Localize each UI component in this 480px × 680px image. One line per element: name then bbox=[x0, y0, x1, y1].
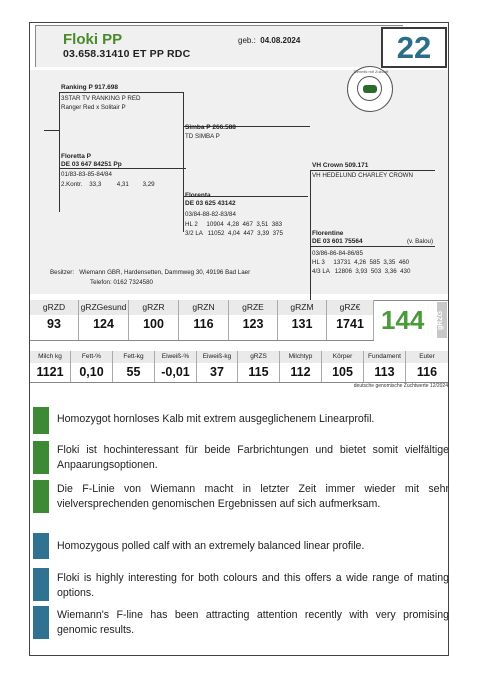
breeding-values-note: deutsche genomische Zuchtwerte 12/2024 bbox=[353, 383, 448, 389]
sire-dam-kontr: 2.Kontr. 33,3 4,31 3,29 bbox=[61, 181, 155, 188]
owner-phone: Telefon: 0162 7324580 bbox=[90, 279, 153, 286]
catalog-number: 22 bbox=[381, 27, 447, 68]
dam-dam-lact: 03/86-86-84-86/85 bbox=[312, 250, 363, 257]
sire-dam-reg: DE 03 647 84251 Pp bbox=[61, 161, 122, 168]
production-cell: Fundament 113 bbox=[364, 351, 406, 383]
production-cell: Körper 105 bbox=[322, 351, 364, 383]
genomic-cell: gRZR 100 bbox=[129, 300, 179, 340]
bull-name: Floki PP bbox=[63, 31, 123, 48]
genomic-cell: gRZD 93 bbox=[30, 300, 79, 340]
owner: Besitzer: Wiemann GBR, Hardensetten, Dammweg 30, 49196 Bad Laer bbox=[50, 269, 251, 276]
dam-row2: 3/2 LA 11052 4,04 447 3,39 375 bbox=[185, 230, 283, 237]
dam-dam-name: Florentine bbox=[312, 230, 344, 237]
dam-lact: 03/84-88-82-83/84 bbox=[185, 211, 236, 218]
breeder-seal-icon: Genetik mit Zukunft bbox=[347, 66, 393, 112]
production-cell: Fett-kg 55 bbox=[113, 351, 155, 383]
green-marker bbox=[33, 407, 49, 434]
sire-name: Simba P 266.588 bbox=[185, 124, 236, 131]
dam-dam-row1: HL 3 13731 4,26 585 3,35 460 bbox=[312, 259, 410, 266]
registration-number: 03.658.31410 ET PP RDC bbox=[63, 48, 191, 60]
production-table bbox=[30, 351, 448, 383]
dam-name: Florenta bbox=[185, 192, 211, 199]
blue-marker bbox=[33, 568, 49, 601]
production-cell: gRZS 115 bbox=[238, 351, 280, 383]
green-marker bbox=[33, 441, 49, 474]
production-cell: Eiweiß-% -0,01 bbox=[155, 351, 197, 383]
genomic-cell: gRZE 123 bbox=[229, 300, 278, 340]
total-merit-label: gRZG bbox=[437, 302, 447, 338]
blue-marker bbox=[33, 606, 49, 639]
text-de-1: Homozygot hornloses Kalb mit extrem ausgeglichenem Linearprofil. bbox=[57, 413, 375, 425]
text-en-1: Homozygous polled calf with an extremely balanced linear profile. bbox=[57, 540, 365, 552]
production-cell: Fett-% 0,10 bbox=[71, 351, 113, 383]
text-de-2: Floki ist hochinteressant für beide Farbrichtungen und bietet somit vielfältige Anpaarungsoptionen. bbox=[57, 444, 449, 471]
cow-icon bbox=[363, 85, 377, 93]
production-cell: Eiweiß-kg 37 bbox=[197, 351, 238, 383]
genomic-cell: gRZ€ 1741 bbox=[327, 300, 374, 340]
sire-sire-name: Ranking P 917.698 bbox=[61, 84, 118, 91]
sire-sire-line2: Ranger Red x Solitair P bbox=[61, 104, 126, 111]
dam-reg: DE 03 625 43142 bbox=[185, 200, 236, 207]
green-marker bbox=[33, 480, 49, 513]
dam-dam-reg: DE 03 601 75564 bbox=[312, 238, 363, 245]
genomic-cell: gRZGesund 124 bbox=[79, 300, 129, 340]
production-cell: Milchtyp 112 bbox=[280, 351, 322, 383]
genomic-cell: gRZM 131 bbox=[278, 300, 327, 340]
production-cell: Euter 116 bbox=[406, 351, 448, 383]
text-en-2: Floki is highly interesting for both colours and this offers a wide range of mating options. bbox=[57, 572, 449, 599]
text-de-3: Die F-Linie von Wiemann macht in letzter Zeit immer wieder mit sehr vielversprechenden genomischen Ergebnissen auf sich aufmerksam. bbox=[57, 483, 449, 510]
sire-dam-name: Floretta P bbox=[61, 153, 91, 160]
sire-sire-line1: 3STAR TV RANKING P RED bbox=[61, 95, 141, 102]
total-merit-value: 144 bbox=[381, 305, 425, 335]
text-en-3: Wiemann's F-line has been attracting attention recently with very promising genomic results. bbox=[57, 609, 449, 636]
dam-sire-line1: VH HEDELUND CHARLEY CROWN bbox=[312, 172, 413, 179]
dam-dam-breeder: (v. Balou) bbox=[407, 238, 434, 245]
sire-line1: TD SIMBA P bbox=[185, 133, 220, 140]
birth-date: geb.: 04.08.2024 bbox=[238, 36, 301, 45]
genomic-table bbox=[30, 300, 374, 340]
sire-dam-lact: 01/83-83-85-84/84 bbox=[61, 171, 112, 178]
genomic-cell: gRZN 116 bbox=[179, 300, 229, 340]
dam-row1: HL 2 10904 4,28 467 3,51 383 bbox=[185, 221, 283, 228]
blue-marker bbox=[33, 533, 49, 559]
dam-dam-row2: 4/3 LA 12806 3,93 503 3,36 430 bbox=[312, 268, 411, 275]
dam-sire-name: VH Crown 509.171 bbox=[312, 162, 369, 169]
production-cell: Milch kg 1121 bbox=[30, 351, 71, 383]
